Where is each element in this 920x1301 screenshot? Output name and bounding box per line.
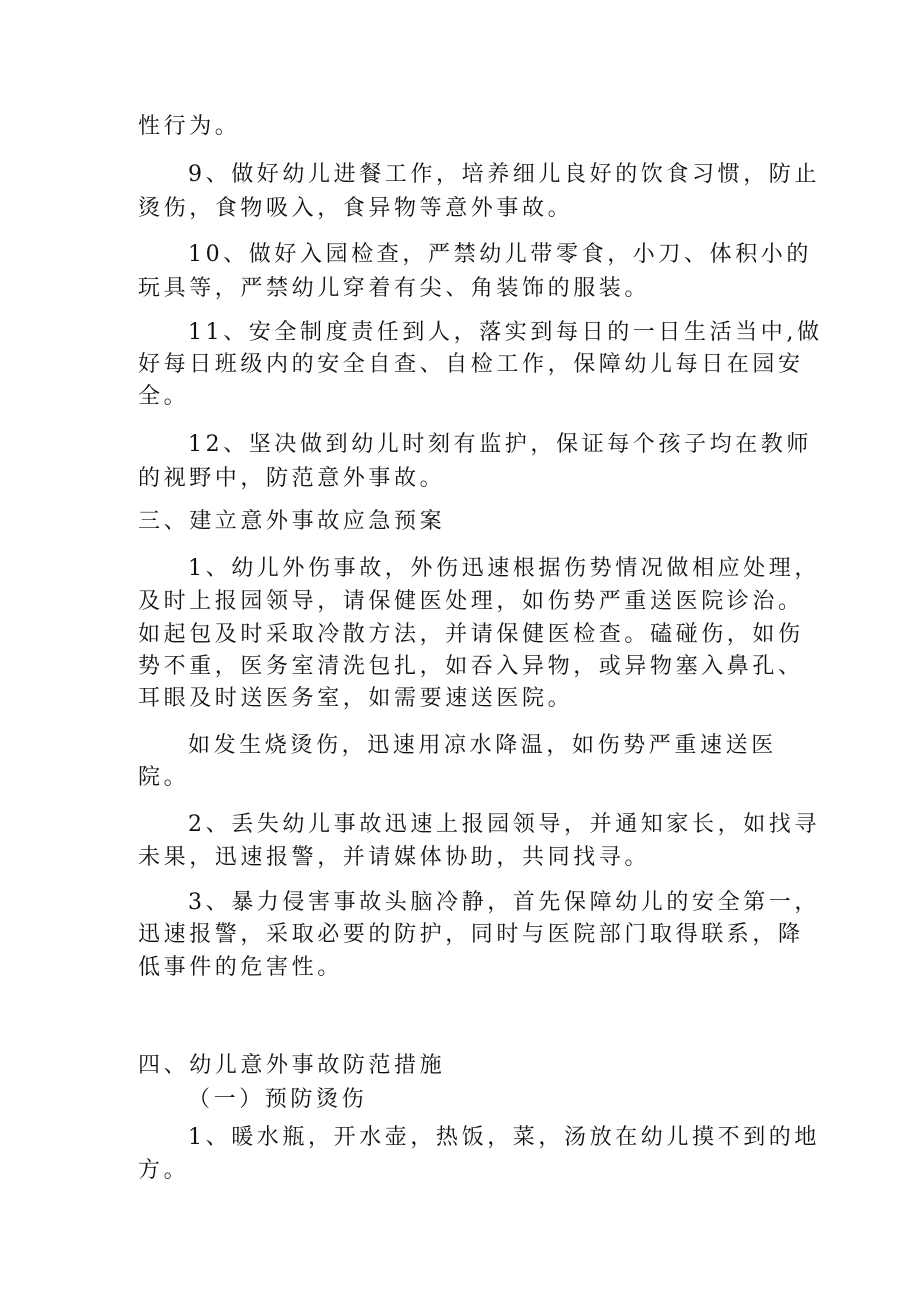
paragraph-line: 如起包及时采取冷散方法，并请保健医检查。磕碰伤，如伤 bbox=[138, 622, 804, 647]
paragraph-line: 9、做好幼儿进餐工作，培养细儿良好的饮食习惯，防止 bbox=[188, 162, 820, 187]
paragraph-line: 院。 bbox=[138, 765, 190, 790]
section-heading: 四、幼儿意外事故防范措施 bbox=[138, 1053, 446, 1078]
paragraph-line: 1、暖水瓶，开水壶，热饭，菜，汤放在幼儿摸不到的地 bbox=[188, 1125, 820, 1150]
paragraph-line: 12、坚决做到幼儿时刻有监护，保证每个孩子均在教师 bbox=[188, 432, 812, 457]
section-heading: 三、建立意外事故应急预案 bbox=[138, 509, 446, 534]
paragraph-line: 势不重，医务室清洗包扎，如吞入异物，或异物塞入鼻孔、 bbox=[138, 654, 804, 679]
paragraph-line: 全。 bbox=[138, 384, 190, 409]
paragraph-line: 未果，迅速报警，并请媒体协助，共同找寻。 bbox=[138, 845, 651, 870]
paragraph-line: 10、做好入园检查，严禁幼儿带零食，小刀、体积小的 bbox=[188, 242, 812, 267]
paragraph-line: 性行为。 bbox=[138, 114, 241, 139]
paragraph-line: 耳眼及时送医务室，如需要速送医院。 bbox=[138, 686, 574, 711]
paragraph-line: 低事件的危害性。 bbox=[138, 955, 343, 980]
paragraph-line: 11、安全制度责任到人，落实到每日的一日生活当中,做 bbox=[188, 320, 823, 345]
paragraph-line: 方。 bbox=[138, 1158, 190, 1183]
paragraph-line: 烫伤，食物吸入，食异物等意外事故。 bbox=[138, 196, 574, 221]
paragraph-line: 如发生烧烫伤，迅速用凉水降温，如伤势严重速送医 bbox=[188, 733, 777, 758]
paragraph-line: 迅速报警，采取必要的防护，同时与医院部门取得联系，降 bbox=[138, 922, 804, 947]
paragraph-line: 2、丢失幼儿事故迅速上报园领导，并通知家长，如找寻 bbox=[188, 812, 820, 837]
paragraph-line: 玩具等，严禁幼儿穿着有尖、角装饰的服装。 bbox=[138, 276, 651, 301]
subsection-heading: （一）预防烫伤 bbox=[188, 1087, 368, 1112]
paragraph-line: 3、暴力侵害事故头脑冷静，首先保障幼儿的安全第一， bbox=[188, 890, 820, 915]
paragraph-line: 及时上报园领导，请保健医处理，如伤势严重送医院诊治。 bbox=[138, 589, 804, 614]
paragraph-line: 的视野中，防范意外事故。 bbox=[138, 466, 446, 491]
paragraph-line: 好每日班级内的安全自查、自检工作，保障幼儿每日在园安 bbox=[138, 352, 804, 377]
paragraph-line: 1、幼儿外伤事故，外伤迅速根据伤势情况做相应处理， bbox=[188, 556, 820, 581]
